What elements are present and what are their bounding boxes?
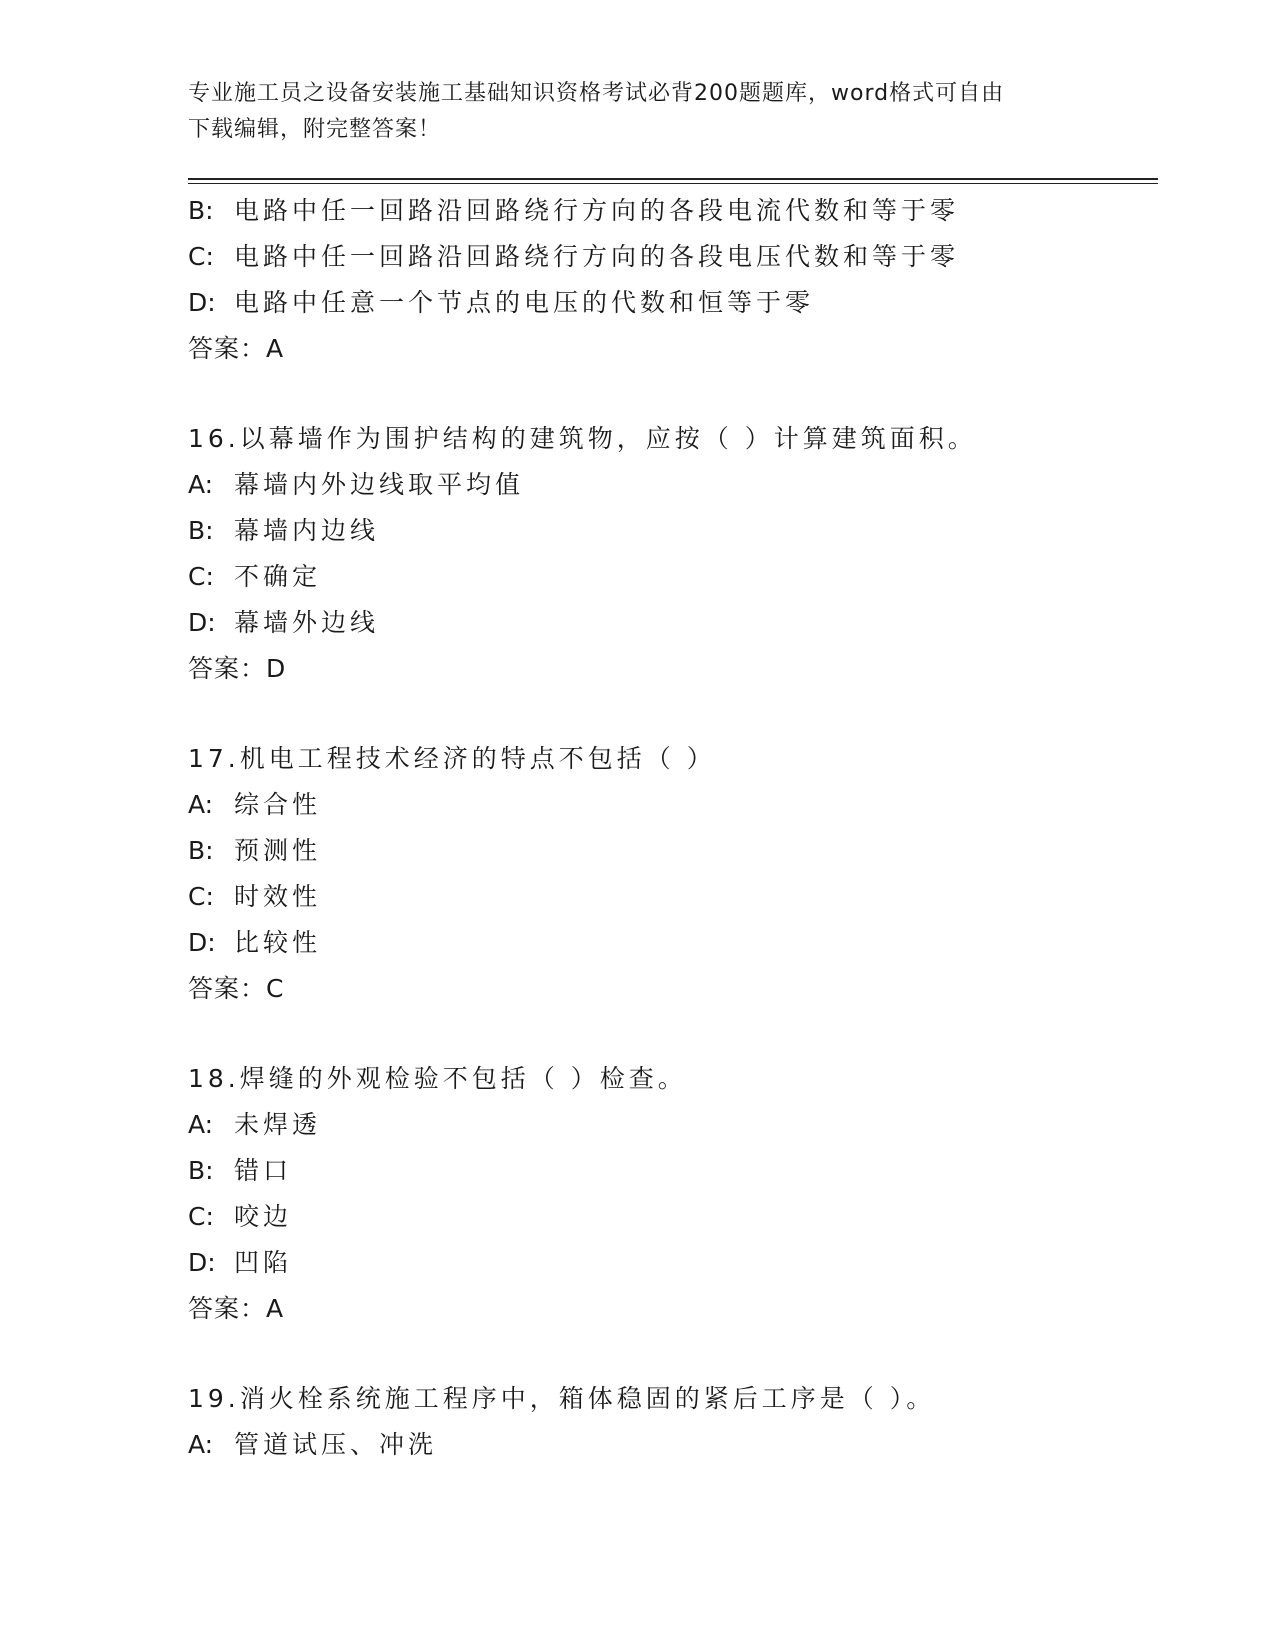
option-text: 电路中任意一个节点的电压的代数和恒等于零: [234, 288, 815, 317]
option-letter: B:: [188, 836, 214, 865]
question-17: [188, 736, 1158, 1012]
option-letter: A:: [188, 1430, 214, 1459]
option-text: 咬边: [234, 1202, 293, 1231]
option-a: [188, 782, 1158, 828]
option-c: [188, 554, 1158, 600]
option-text: 错口: [234, 1156, 293, 1185]
option-letter: C:: [188, 562, 214, 591]
option-letter: B:: [188, 516, 214, 545]
question-16: [188, 416, 1158, 692]
question-stem: 18.焊缝的外观检验不包括（ ）检查。: [188, 1064, 687, 1093]
option-d: [188, 1240, 1158, 1286]
option-text: 凹陷: [234, 1248, 293, 1277]
question-18: [188, 1056, 1158, 1332]
question-stem: 16.以幕墙作为围护结构的建筑物，应按（ ）计算建筑面积。: [188, 424, 977, 453]
header-line-2: 下载编辑，附完整答案！: [188, 117, 442, 142]
option-text: 管道试压、冲洗: [234, 1430, 438, 1459]
option-d: [188, 600, 1158, 646]
header-line-1: 专业施工员之设备安装施工基础知识资格考试必背200题题库，word格式可自由: [188, 81, 1005, 106]
option-letter: D:: [188, 928, 216, 957]
option-letter: A:: [188, 470, 214, 499]
option-text: 幕墙内边线: [234, 516, 380, 545]
option-a: [188, 1102, 1158, 1148]
question-stem: 19.消火栓系统施工程序中，箱体稳固的紧后工序是（ ）。: [188, 1384, 936, 1413]
option-b: [188, 188, 1158, 234]
option-text: 幕墙外边线: [234, 608, 380, 637]
answer-line: 答案：A: [188, 1294, 285, 1323]
answer-line: 答案：A: [188, 334, 285, 363]
option-letter: A:: [188, 1110, 214, 1139]
option-a: [188, 1422, 1158, 1468]
answer-line: 答案：C: [188, 974, 285, 1003]
option-text: 时效性: [234, 882, 322, 911]
option-text: 比较性: [234, 928, 322, 957]
option-letter: B:: [188, 1156, 214, 1185]
question-list: [188, 188, 1158, 1468]
option-b: [188, 508, 1158, 554]
header-divider-thin: [188, 183, 1158, 184]
option-letter: C:: [188, 882, 214, 911]
answer-line: 答案：D: [188, 654, 287, 683]
option-text: 预测性: [234, 836, 322, 865]
option-text: 未焊透: [234, 1110, 322, 1139]
option-letter: D:: [188, 288, 216, 317]
option-text: 不确定: [234, 562, 322, 591]
option-text: 电路中任一回路沿回路绕行方向的各段电压代数和等于零: [234, 242, 960, 271]
option-letter: D:: [188, 1248, 216, 1277]
option-text: 综合性: [234, 790, 322, 819]
option-letter: C:: [188, 1202, 214, 1231]
option-b: [188, 1148, 1158, 1194]
question-stem: 17.机电工程技术经济的特点不包括（ ）: [188, 744, 716, 773]
option-b: [188, 828, 1158, 874]
document-header: [188, 76, 1088, 148]
option-a: [188, 462, 1158, 508]
option-c: [188, 1194, 1158, 1240]
option-d: [188, 280, 1158, 326]
option-letter: A:: [188, 790, 214, 819]
header-divider-thick: [188, 178, 1158, 180]
option-letter: D:: [188, 608, 216, 637]
option-d: [188, 920, 1158, 966]
option-c: [188, 874, 1158, 920]
option-letter: B:: [188, 196, 214, 225]
option-c: [188, 234, 1158, 280]
question-19: [188, 1376, 1158, 1468]
option-text: 幕墙内外边线取平均值: [234, 470, 525, 499]
question-15-continued: [188, 188, 1158, 372]
option-text: 电路中任一回路沿回路绕行方向的各段电流代数和等于零: [234, 196, 960, 225]
option-letter: C:: [188, 242, 214, 271]
